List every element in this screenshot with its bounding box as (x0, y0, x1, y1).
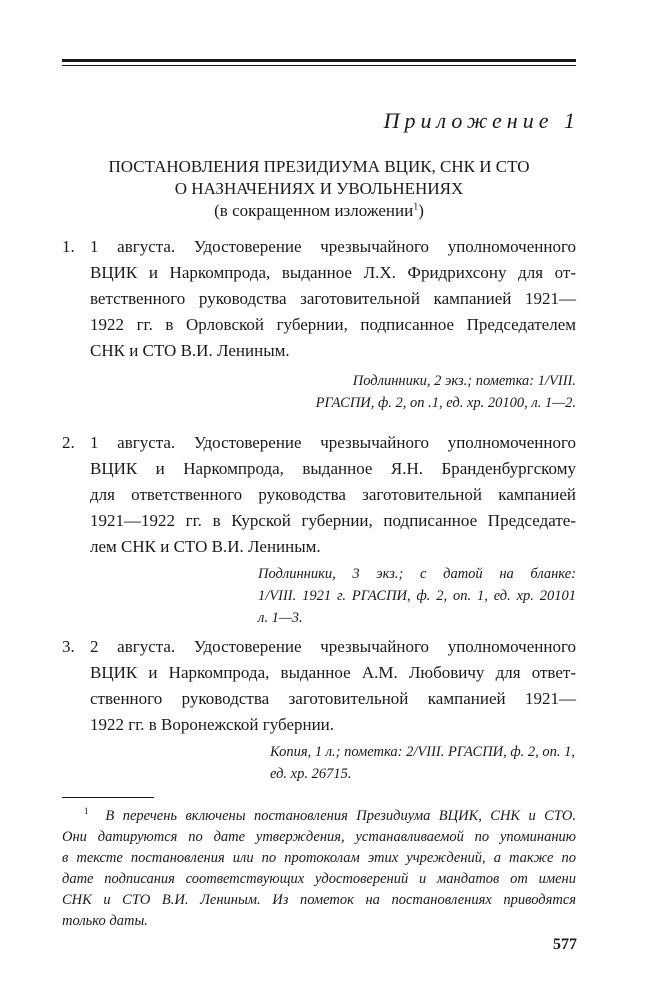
footnote: $^1$ В перечень включены постановления Президиума ВЦИК, СНК и СТО. Они датируются по дате утверждения, устанавливаемой по упоминанию в тексте постановления или по протоколам этих учреждений, а также по дате подписания соответствующих удостоверений и мандатов от имени СНК и СТО В.И. Лениным. Из пометок на постановлениях приводятся только даты. (62, 806, 577, 929)
appendix-title: Приложение 1 (383, 108, 580, 133)
top-rule-thin (62, 65, 576, 66)
heading-line-1: ПОСТАНОВЛЕНИЯ ПРЕЗИДИУМА ВЦИК, СНК И СТО (108, 157, 530, 176)
entry-text: 1 августа. Удостоверение чрезвычайного уполномоченного ВЦИК и Наркомпрода, выданное Я.Н. Бранденбургскому для ответственного руководства заготовительной кампанией 1921—1922 гг. в Курской губернии, подписанное Председате- лем СНК и СТО В.И. Лениным. (90, 433, 576, 556)
entry-2 (62, 430, 576, 560)
top-rule-thick (62, 59, 576, 62)
footnote-ref[interactable]: 1 (413, 201, 419, 213)
entry-number: 3. (62, 637, 75, 656)
footnote-marker: 1 (84, 806, 89, 817)
entry-3 (62, 634, 576, 738)
entry-1-source: Подлинники, 2 экз.; пометка: 1/VIII. РГАСПИ, ф. 2, оп .1, ед. хр. 20100, л. 1—2. (315, 373, 576, 411)
entry-text: 1 августа. Удостоверение чрезвычайного уполномоченного ВЦИК и Наркомпрода, выданное Л.Х. Фридрихсону для от- ветственного руководства заготовительной кампанией 1921— 1922 гг. в Орловской губернии, подписанное Председателем СНК и СТО В.И. Лениным. (90, 237, 576, 360)
heading-line-3: (в сокращенном изложении$^1$) (214, 201, 424, 220)
page-number: 577 (553, 936, 577, 953)
footnote-rule (62, 797, 154, 798)
entry-2-source: Подлинники, 3 экз.; с датой на бланке: 1/VIII. 1921 г. РГАСПИ, ф. 2, оп. 1, ед. хр. 20101 л. 1—3. (258, 566, 576, 626)
entry-number: 1. (62, 237, 75, 256)
entry-3-source: Копия, 1 л.; пометка: 2/VIII. РГАСПИ, ф. 2, оп. 1, ед. хр. 26715. (270, 744, 576, 782)
heading-line-2: О НАЗНАЧЕНИЯХ И УВОЛЬНЕНИЯХ (174, 179, 464, 198)
entry-text: 2 августа. Удостоверение чрезвычайного уполномоченного ВЦИК и Наркомпрода, выданное А.М. Любовичу для ответ- ственного руководства заготовительной кампанией 1921— 1922 гг. в Воронежской губернии. (90, 637, 576, 734)
entry-1 (62, 234, 576, 364)
document-heading (62, 156, 576, 222)
entry-number: 2. (62, 433, 75, 452)
